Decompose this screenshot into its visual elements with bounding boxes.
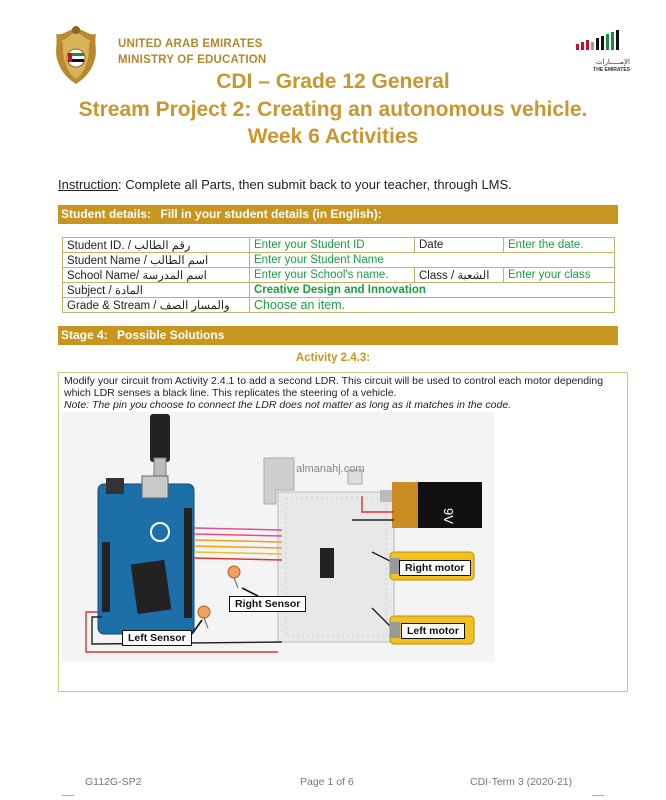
instruction [58,177,512,192]
ministry-name [118,36,266,68]
emirates-logo-en: THE EMIRATES [593,67,630,73]
stage-label: Stage 4: [61,328,108,342]
student-details-label: Student details: [61,207,152,221]
right-sensor-label: Right Sensor [229,596,306,612]
ministry-line-2: MINISTRY OF EDUCATION [118,54,267,66]
title-line-1: CDI – Grade 12 General [216,70,450,93]
date-input[interactable]: Enter the date. [504,238,615,253]
grade-stream-label: Grade & Stream / والمسار الصف [63,298,250,313]
emirates-bars-icon [570,28,630,54]
watermark: almanahj.com [296,463,365,475]
activity-text [64,375,620,411]
table-row [63,283,615,298]
student-id-input[interactable]: Enter your Student ID [250,238,415,253]
instruction-text: : Complete all Parts, then submit back to your teacher, through LMS. [117,177,512,192]
student-name-label: Student Name / اسم الطالب [63,253,250,268]
left-sensor-label: Left Sensor [122,630,192,646]
table-row [63,298,615,313]
student-details-bar [58,205,618,224]
school-name-label: School Name/ اسم المدرسة [63,268,250,283]
footer-right: CDI-Term 3 (2020-21) [470,776,573,788]
battery-label: 9V [441,508,456,524]
battery-9v [380,482,482,528]
table-row [63,238,615,253]
activity-instruction: Modify your circuit from Activity 2.4.1 to add a second LDR. This circuit will be used to control each motor depending which LDR senses a black line. This replicates the steering of a vehicle. [64,375,604,399]
title-line-2: Stream Project 2: Creating an autonomous vehicle. [78,98,588,121]
right-motor-label: Right motor [399,560,471,576]
student-id-label: Student ID. / رقم الطالب [63,238,250,253]
breadboard [278,492,394,642]
emirates-logo-ar: الإمـــــارات [596,59,630,66]
footer-left: G112G-SP2 [85,776,142,788]
student-details-table [62,237,615,313]
school-name-input[interactable]: Enter your School's name. [250,268,415,283]
subject-label: Subject / المادة [63,283,250,298]
title-line-3: Week 6 Activities [247,125,419,148]
table-row [63,268,615,283]
class-label: Class / الشعبة [415,268,504,283]
footer-page: Page 1 of 6 [300,776,354,788]
arduino-board [98,476,194,634]
activity-title: Activity 2.4.3: [295,352,371,364]
subject-value: Creative Design and Innovation [250,283,615,298]
date-label: Date [415,238,504,253]
stage-text: Possible Solutions [117,328,225,342]
grade-stream-select[interactable]: Choose an item. [250,298,615,313]
table-row [63,253,615,268]
corner-mark-right [592,795,604,796]
activity-note-text: Note: The pin you choose to connect the LDR does not matter as long as it matches in the code. [64,399,512,411]
instruction-label: Instruction [58,177,118,192]
student-name-input[interactable]: Enter your Student Name [250,253,615,268]
activity-note [64,399,620,411]
motor-driver-chip [320,548,334,578]
stage-bar [58,326,618,345]
the-emirates-logo [570,28,630,72]
ministry-line-1: UNITED ARAB EMIRATES [118,38,263,50]
usb-cable [150,414,170,462]
student-details-text: Fill in your student details (in English): [160,207,382,221]
class-input[interactable]: Enter your class [504,268,615,283]
left-motor-label: Left motor [401,623,465,639]
corner-mark-left [62,795,74,796]
